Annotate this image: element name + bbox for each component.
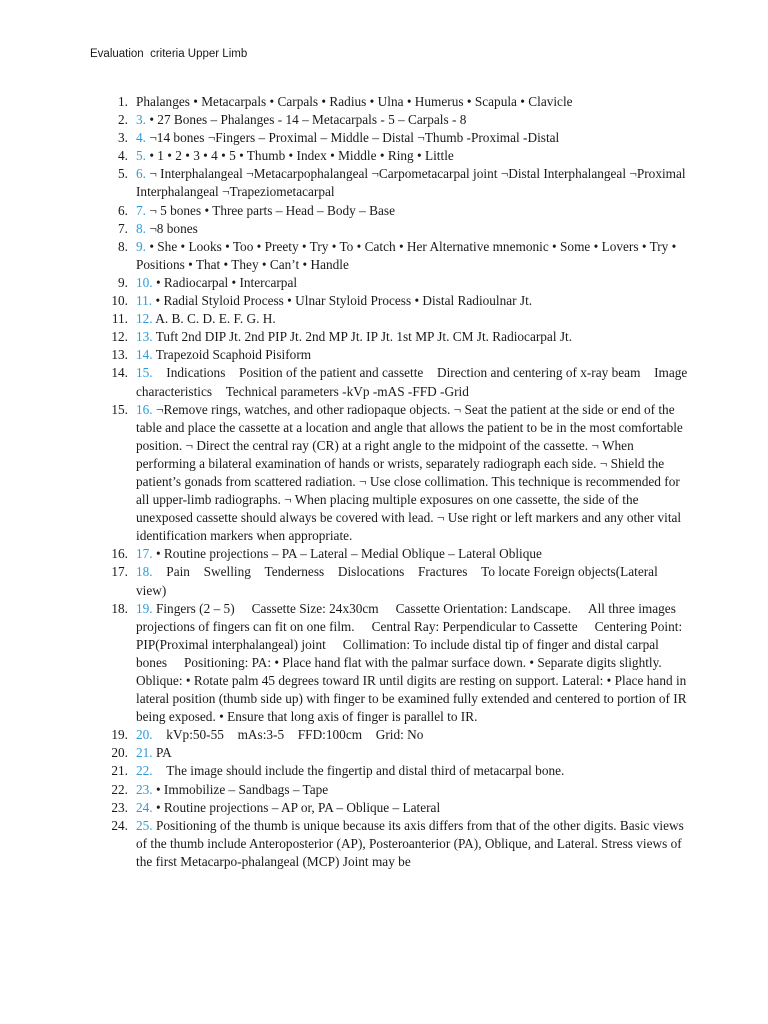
list-item-reference-number: 5. <box>136 148 146 164</box>
numbered-list <box>104 93 688 871</box>
list-item-reference-number: 14. <box>136 347 153 363</box>
list-item-text: PA <box>155 727 172 743</box>
list-item <box>104 238 688 274</box>
list-item <box>104 165 688 201</box>
list-item-reference-number: 22. <box>136 745 153 761</box>
list-item-text: • Radiocarpal • Intercarpal <box>155 274 298 290</box>
list-item-text: Tuft 2nd DIP Jt. 2nd PIP Jt. 2nd MP Jt. IP Jt. 1st MP Jt. CM Jt. Radiocarpal Jt. <box>155 329 573 345</box>
list-item-reference-number: 15. <box>136 365 153 381</box>
list-item-text: • 1 • 2 • 3 • 4 • 5 • Thumb • Index • Middle • Ring • Little <box>149 148 454 164</box>
list-item-reference-number: 16. <box>136 401 153 417</box>
list-item-number: 12. <box>111 329 128 345</box>
list-item-text: • 27 Bones – Phalanges - 14 – Metacarpals - 5 – Carpals - 8 <box>149 112 467 128</box>
list-item-text: Positioning of the thumb is unique because its axis differs from that of the other digits. Basic views of the thumb include Anteroposterior (AP), Posteroanterior (PA), Oblique, and Lateral. Stress views of the first Metacarpo-phalangeal (MCP) Joint may be <box>136 799 684 851</box>
list-item-number: 22. <box>111 763 128 779</box>
list-item-reference-number: 6. <box>136 166 146 182</box>
list-item-text: ¬14 bones ¬Fingers – Proximal – Middle – Distal ¬Thumb -Proximal -Distal <box>149 130 560 146</box>
list-item-reference-number: 11. <box>136 293 153 309</box>
list-item-reference-number: 9. <box>136 238 146 254</box>
list-item-number: 15. <box>111 401 128 417</box>
list-item-number: 11. <box>111 311 128 327</box>
list-item-text: A. B. C. D. E. F. G. H. <box>155 311 276 327</box>
list-item <box>104 310 688 328</box>
list-item-reference-number: 24. <box>136 781 153 797</box>
list-item <box>104 274 688 292</box>
document-title: Evaluation criteria Upper Limb <box>90 48 248 60</box>
list-item-text: The image should include the fingertip and distal third of metacarpal bone. <box>155 745 554 761</box>
list-item <box>104 129 688 147</box>
list-item-number: 18. <box>111 582 128 598</box>
list-item-text: • She • Looks • Too • Preety • Try • To • Catch • Her Alternative mnemonic • Some • Lovers • Try • Positions • That • They • Can’t • Handle <box>136 238 677 272</box>
list-item <box>104 401 688 546</box>
list-item-text: Indications Position of the patient and cassette Direction and centering of x-ray beam Image characteristics Technical parameters -kVp -mAS -FFD -Grid <box>136 365 646 399</box>
list-item <box>104 220 688 238</box>
list-item-reference-number: 13. <box>136 329 153 345</box>
list-item <box>104 364 688 400</box>
list-item-reference-number: 17. <box>136 546 153 562</box>
list-item-number: 8. <box>118 238 128 254</box>
list-item-number: 19. <box>111 709 128 725</box>
list-item <box>104 709 688 744</box>
list-item-number: 6. <box>118 202 128 218</box>
list-item-reference-number: 8. <box>136 220 146 236</box>
list-item-number: 23. <box>111 781 128 797</box>
list-item-text: Pain Swelling Tenderness Dislocations Fractures To locate Foreign objects(Lateral view) <box>155 564 629 580</box>
list-item <box>104 202 688 220</box>
list-item-number: 1. <box>118 94 128 109</box>
list-item-reference-number: 21. <box>136 727 153 743</box>
list-item-reference-number: 19. <box>136 582 153 598</box>
list-item-text: Fingers (2 – 5) Cassette Size: 24x30cm Cassette Orientation: Landscape. All three images projections of fingers can fit on one film. Central Ray: Perpendicular to Cassette Centering Point: PIP(Proximal interphalangeal) joint Collimation: To include distal tip of finger and distal carpal bones Positioning: PA: • Place hand flat with the palmar surface down. • Separate digits slightly. Oblique: • Rotate palm 45 degrees toward IR until digits are resting on support. Lateral: • Place hand in lateral position (thumb side up) with finger to be examined fully extended and centered to portion of IR being exposed. • Ensure that long axis of finger is parallel to IR. <box>136 582 683 707</box>
list-item <box>104 147 688 165</box>
list-item <box>104 545 688 563</box>
list-item-number: 16. <box>111 546 128 562</box>
list-item <box>104 563 688 599</box>
list-item-number: 5. <box>118 166 128 182</box>
list-item <box>104 582 688 727</box>
list-item-text: Trapezoid Scaphoid Pisiform <box>155 347 312 363</box>
list-item-number: 2. <box>118 112 128 128</box>
list-item <box>104 292 688 310</box>
list-item-number: 4. <box>118 148 128 164</box>
list-item-text: • Routine projections – AP or, PA – Oblique – Lateral <box>155 781 441 797</box>
list-item <box>104 781 688 817</box>
list-item-number: 17. <box>111 564 128 580</box>
list-item-number: 9. <box>118 274 128 290</box>
list-item-reference-number: 3. <box>136 112 146 128</box>
list-item-text: • Immobilize – Sandbags – Tape <box>155 763 329 779</box>
list-item-number: 14. <box>111 365 128 381</box>
list-item <box>104 111 688 129</box>
list-item <box>104 799 688 871</box>
list-item-reference-number: 20. <box>136 709 153 725</box>
list-item <box>104 328 688 346</box>
list-item <box>104 727 688 762</box>
list-item-text: • Routine projections – PA – Lateral – Medial Oblique – Lateral Oblique <box>155 546 542 562</box>
list-item-number: 3. <box>118 130 128 146</box>
list-item-text: ¬Remove rings, watches, and other radiopaque objects. ¬ Seat the patient at the side or end of the table and place the cassette at a location and angle that allows the patient to be in the most comfortable position. ¬ Direct the central ray (CR) at a right angle to the midpoint of the cassette. ¬ When performing a bilateral examination of hands or wrists, separately radiograph each side. ¬ Shield the patient’s gonads from scattered radiation. ¬ Use close collimation. This technique is recommended for all upper-limb radiographs. ¬ When placing multiple exposures on one cassette, the side of the unexposed cassette should always be covered with lead. ¬ Use right or left markers and any other vital identification markers when appropriate. <box>136 401 683 544</box>
list-item-text: • Radial Styloid Process • Ulnar Styloid Process • Distal Radioulnar Jt. <box>155 293 533 309</box>
list-item-number: 21. <box>111 745 128 761</box>
list-item-text: kVp:50-55 mAs:3-5 FFD:100cm Grid: No <box>155 709 383 725</box>
list-item <box>104 763 688 799</box>
list-item-text: Phalanges • Metacarpals • Carpals • Radius • Ulna • Humerus • Scapula • Clavicle <box>136 94 573 109</box>
list-item <box>104 346 688 364</box>
list-item-number: 10. <box>111 293 128 309</box>
list-item-reference-number: 10. <box>136 274 153 290</box>
list-item-reference-number: 18. <box>136 564 153 580</box>
list-item-text: ¬8 bones <box>149 220 198 236</box>
list-item-reference-number: 4. <box>136 130 146 146</box>
list-item-number: 13. <box>111 347 128 363</box>
list-item <box>104 93 688 111</box>
list-item-text: ¬ 5 bones • Three parts – Head – Body – Base <box>149 202 395 218</box>
list-item-reference-number: 12. <box>136 311 153 327</box>
list-item-reference-number: 25. <box>136 799 153 815</box>
list-item-reference-number: 7. <box>136 202 146 218</box>
list-item-number: 24. <box>111 799 128 815</box>
list-item-text: ¬ Interphalangeal ¬Metacarpophalangeal ¬Carpometacarpal joint ¬Distal Interphalangeal ¬Proximal Interphalangeal ¬Trapeziometacarpal <box>136 166 686 200</box>
list-item-number: 20. <box>111 727 128 743</box>
list-item-number: 7. <box>118 220 128 236</box>
list-item-reference-number: 23. <box>136 763 153 779</box>
list-item <box>104 745 688 780</box>
